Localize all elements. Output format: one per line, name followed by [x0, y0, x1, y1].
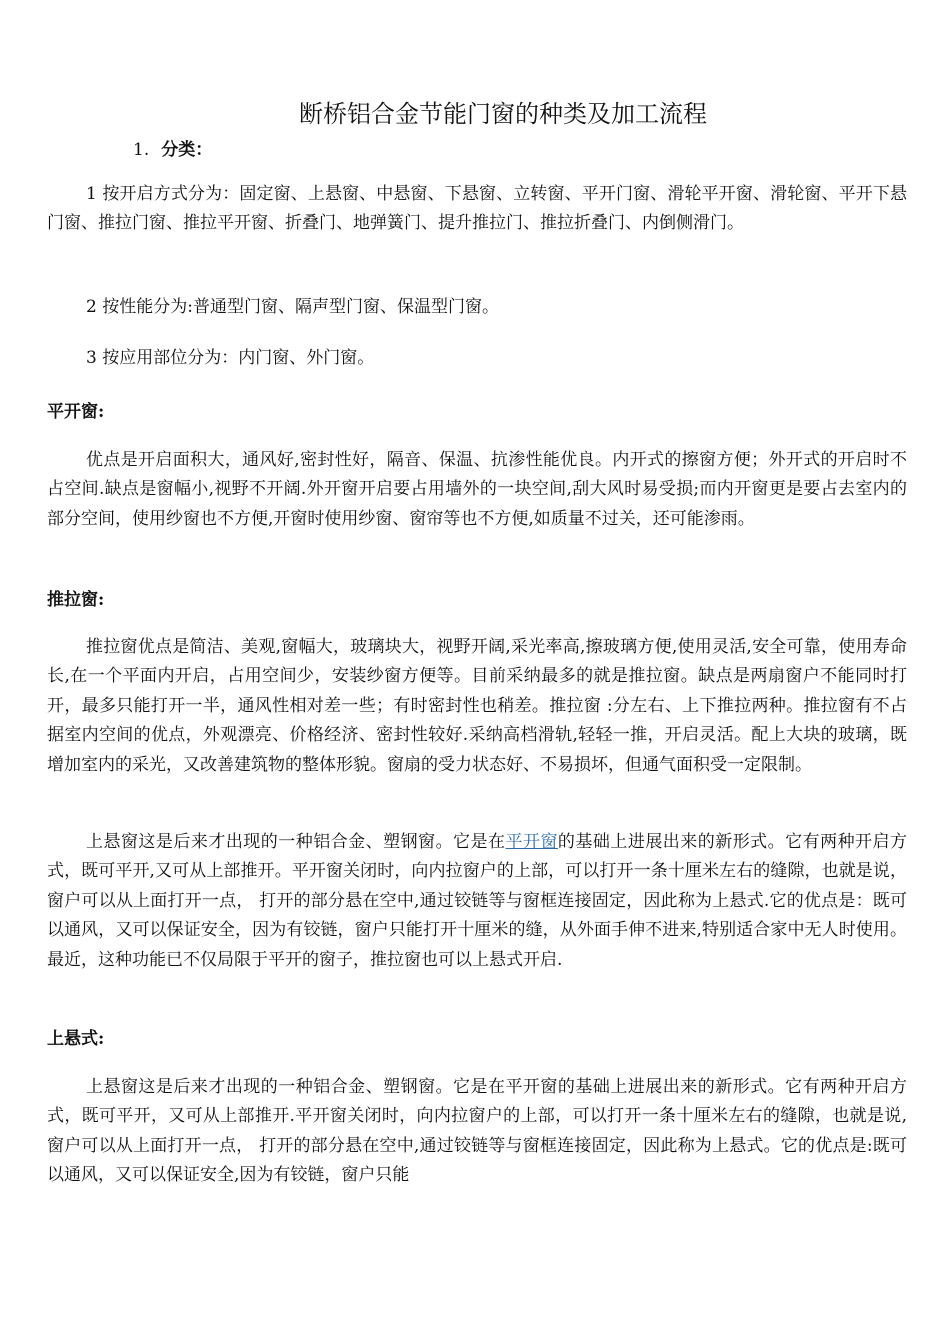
sliding-paragraph: 推拉窗优点是简洁、美观,窗幅大，玻璃块大，视野开阔,采光率高,擦玻璃方便,使用灵活,安全可靠，使用寿命长,在一个平面内开启，占用空间少，安装纱窗方便等。目前采纳最多的就是推拉窗。缺点是两扇窗户不能同时打开，最多只能打开一半，通风性相对差一些；有时密封性也稍差。推拉窗 :分左右、上下推拉两种。推拉窗有不占据室内空间的优点，外观漂亮、价格经济、密封性较好.采纳高档滑轨,轻轻一推，开启灵活。配上大块的玻璃，既增加室内的采光，又改善建筑物的整体形貌。窗扇的受力状态好、不易损坏，但通气面积受一定限制。 — [47, 637, 907, 775]
document-title: 断桥铝合金节能门窗的种类及加工流程 — [299, 100, 707, 128]
classify-by-performance-paragraph: 2 按性能分为:普通型门窗、隔声型门窗、保温型门窗。 — [86, 297, 499, 317]
classify-by-opening-paragraph: 1 按开启方式分为：固定窗、上悬窗、中悬窗、下悬窗、立转窗、平开门窗、滑轮平开窗、滑轮窗、平开下悬门窗、推拉门窗、推拉平开窗、折叠门、地弹簧门、提升推拉门、推拉折叠门、内倒侧滑门。 — [47, 184, 907, 234]
section-heading-top-hung: 上悬式: — [47, 1029, 105, 1049]
top-hung-intro-paragraph — [47, 828, 907, 975]
heading-text: 分类： — [161, 140, 213, 160]
section-heading-classification — [133, 138, 212, 162]
section-heading-casement: 平开窗: — [47, 402, 105, 422]
casement-window-link[interactable]: 平开窗 — [505, 832, 558, 852]
paragraph-text-before-link: 上悬窗这是后来才出现的一种铝合金、塑钢窗。它是在 — [86, 832, 506, 852]
casement-paragraph: 优点是开启面积大，通风好,密封性好，隔音、保温、抗渗性能优良。内开式的擦窗方便；外开式的开启时不占空间.缺点是窗幅小,视野不开阔.外开窗开启要占用墙外的一块空间,刮大风时易受损;而内开窗更是要占去室内的部分空间，使用纱窗也不方便,开窗时使用纱窗、窗帘等也不方便,如质量不过关，还可能渗雨。 — [47, 450, 907, 529]
section-heading-sliding: 推拉窗: — [47, 590, 105, 610]
classify-by-location-paragraph: 3 按应用部位分为：内门窗、外门窗。 — [86, 348, 375, 368]
heading-number: 1. — [133, 140, 150, 160]
paragraph-text-after-link: 的基础上进展出来的新形式。它有两种开启方式，既可平开,又可从上部推开。平开窗关闭时，向内拉窗户的上部，可以打开一条十厘米左右的缝隙，也就是说，窗户可以从上面打开一点， 打开的部分悬在空中,通过铰链等与窗框连接固定，因此称为上悬式.它的优点是：既可以通风，又可以保证安全，因为有铰链，窗户只能打开十厘米的缝，从外面手伸不进来,特别适合家中无人时使用。最近，这种功能已不仅局限于平开的窗子，推拉窗也可以上悬式开启. — [47, 832, 908, 970]
top-hung-paragraph: 上悬窗这是后来才出现的一种铝合金、塑钢窗。它是在平开窗的基础上进展出来的新形式。它有两种开启方式，既可平开，又可从上部推开.平开窗关闭时，向内拉窗户的上部，可以打开一条十厘米左右的缝隙，也就是说,窗户可以从上面打开一点， 打开的部分悬在空中,通过铰链等与窗框连接固定，因此称为上悬式。它的优点是:既可以通风，又可以保证安全,因为有铰链，窗户只能 — [47, 1077, 907, 1186]
